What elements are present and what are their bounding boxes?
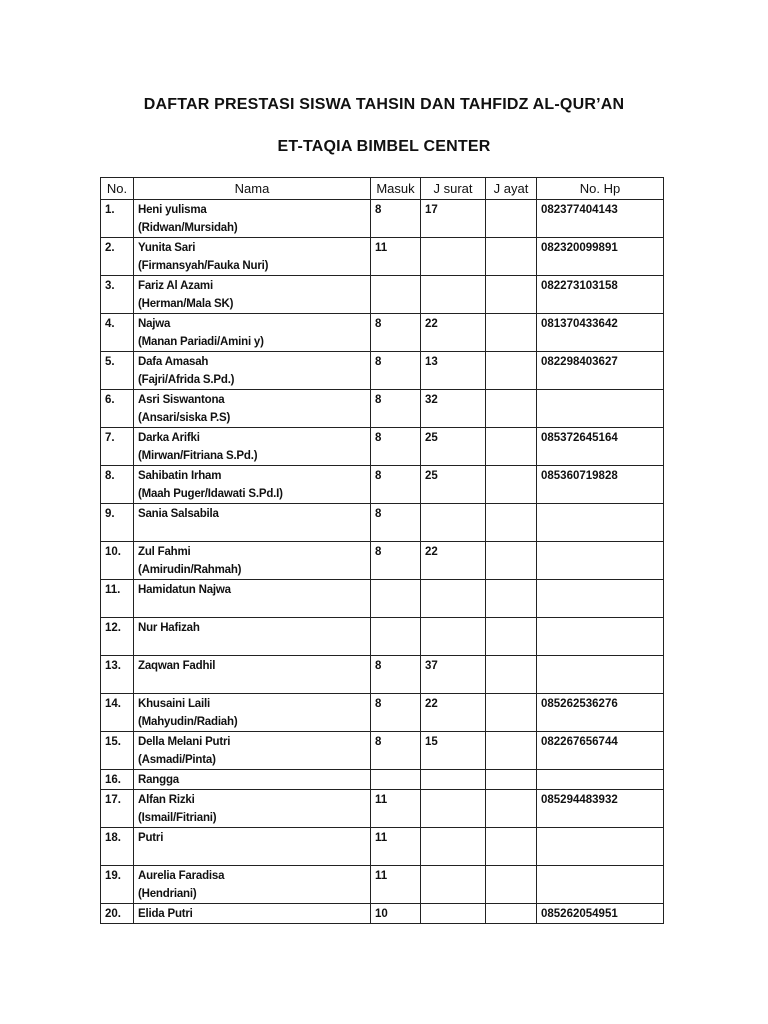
student-parents: (Amirudin/Rahmah) <box>138 564 242 576</box>
row-number: 11. <box>101 580 134 618</box>
row-number: 18. <box>101 828 134 866</box>
jayat-cell <box>486 276 537 314</box>
header-masuk: Masuk <box>371 178 421 200</box>
jayat-cell <box>486 542 537 580</box>
student-name: Najwa <box>138 318 171 330</box>
jayat-cell <box>486 504 537 542</box>
student-cell <box>134 390 371 428</box>
student-name: Khusaini Laili <box>138 698 210 710</box>
student-parents: (Asmadi/Pinta) <box>138 754 216 766</box>
page-subtitle: ET-TAQIA BIMBEL CENTER <box>277 138 491 155</box>
jsurat-cell <box>421 238 486 276</box>
phone-cell <box>537 770 664 790</box>
student-cell <box>134 828 371 866</box>
row-number: 3. <box>101 276 134 314</box>
student-name: Rangga <box>138 774 179 786</box>
student-name: Aurelia Faradisa <box>138 870 225 882</box>
student-parents: (Mirwan/Fitriana S.Pd.) <box>138 450 258 462</box>
student-parents: (Herman/Mala SK) <box>138 298 234 310</box>
jayat-cell <box>486 790 537 828</box>
jayat-cell <box>486 352 537 390</box>
student-cell <box>134 542 371 580</box>
student-achievement-table <box>100 177 664 924</box>
student-cell <box>134 200 371 238</box>
table-row <box>101 390 664 428</box>
table-row <box>101 790 664 828</box>
table-row <box>101 466 664 504</box>
row-number: 7. <box>101 428 134 466</box>
masuk-cell <box>371 276 421 314</box>
jsurat-cell: 22 <box>421 694 486 732</box>
masuk-cell: 8 <box>371 542 421 580</box>
table-row <box>101 770 664 790</box>
row-number: 9. <box>101 504 134 542</box>
phone-cell <box>537 390 664 428</box>
student-cell <box>134 352 371 390</box>
phone-cell: 082267656744 <box>537 732 664 770</box>
row-number: 17. <box>101 790 134 828</box>
jayat-cell <box>486 390 537 428</box>
student-name: Putri <box>138 832 164 844</box>
jsurat-cell <box>421 790 486 828</box>
jsurat-cell <box>421 866 486 904</box>
jayat-cell <box>486 656 537 694</box>
jsurat-cell <box>421 904 486 924</box>
phone-cell: 085262536276 <box>537 694 664 732</box>
row-number: 14. <box>101 694 134 732</box>
student-cell <box>134 618 371 656</box>
masuk-cell: 8 <box>371 428 421 466</box>
student-cell <box>134 732 371 770</box>
jsurat-cell: 22 <box>421 542 486 580</box>
header-hp: No. Hp <box>537 178 664 200</box>
phone-cell: 085372645164 <box>537 428 664 466</box>
jayat-cell <box>486 904 537 924</box>
student-parents: (Fajri/Afrida S.Pd.) <box>138 374 235 386</box>
student-name: Sahibatin Irham <box>138 470 222 482</box>
phone-cell <box>537 618 664 656</box>
jsurat-cell: 37 <box>421 656 486 694</box>
jsurat-cell: 25 <box>421 428 486 466</box>
row-number: 4. <box>101 314 134 352</box>
student-parents: (Maah Puger/Idawati S.Pd.I) <box>138 488 283 500</box>
student-name: Dafa Amasah <box>138 356 209 368</box>
phone-cell: 082320099891 <box>537 238 664 276</box>
student-parents: (Ansari/siska P.S) <box>138 412 231 424</box>
masuk-cell: 11 <box>371 866 421 904</box>
row-number: 5. <box>101 352 134 390</box>
header-nama: Nama <box>134 178 371 200</box>
jayat-cell <box>486 828 537 866</box>
row-number: 13. <box>101 656 134 694</box>
jayat-cell <box>486 428 537 466</box>
masuk-cell: 8 <box>371 656 421 694</box>
student-cell <box>134 656 371 694</box>
masuk-cell: 11 <box>371 828 421 866</box>
table-row <box>101 504 664 542</box>
student-parents: (Manan Pariadi/Amini y) <box>138 336 264 348</box>
student-name: Della Melani Putri <box>138 736 231 748</box>
page-title: DAFTAR PRESTASI SISWA TAHSIN DAN TAHFIDZ AL-QUR’AN <box>143 96 625 113</box>
phone-cell: 085294483932 <box>537 790 664 828</box>
phone-cell: 082298403627 <box>537 352 664 390</box>
masuk-cell: 11 <box>371 790 421 828</box>
student-cell <box>134 866 371 904</box>
jayat-cell <box>486 200 537 238</box>
student-cell <box>134 580 371 618</box>
jsurat-cell: 13 <box>421 352 486 390</box>
table-row <box>101 276 664 314</box>
student-cell <box>134 904 371 924</box>
jsurat-cell <box>421 828 486 866</box>
phone-cell: 082273103158 <box>537 276 664 314</box>
student-name: Elida Putri <box>138 908 193 920</box>
student-name: Sania Salsabila <box>138 508 219 520</box>
jsurat-cell <box>421 770 486 790</box>
table-row <box>101 694 664 732</box>
jayat-cell <box>486 732 537 770</box>
jayat-cell <box>486 866 537 904</box>
jsurat-cell: 32 <box>421 390 486 428</box>
student-parents: (Hendriani) <box>138 888 197 900</box>
header-jsurat: J surat <box>421 178 486 200</box>
student-cell <box>134 238 371 276</box>
table-row <box>101 828 664 866</box>
jayat-cell <box>486 238 537 276</box>
row-number: 6. <box>101 390 134 428</box>
table-row <box>101 732 664 770</box>
row-number: 15. <box>101 732 134 770</box>
student-parents: (Ridwan/Mursidah) <box>138 222 238 234</box>
phone-cell <box>537 656 664 694</box>
masuk-cell <box>371 618 421 656</box>
masuk-cell <box>371 770 421 790</box>
jayat-cell <box>486 694 537 732</box>
jsurat-cell <box>421 618 486 656</box>
row-number: 10. <box>101 542 134 580</box>
row-number: 1. <box>101 200 134 238</box>
header-no: No. <box>101 178 134 200</box>
phone-cell <box>537 542 664 580</box>
jayat-cell <box>486 580 537 618</box>
student-name: Nur Hafizah <box>138 622 200 634</box>
jayat-cell <box>486 618 537 656</box>
phone-cell <box>537 828 664 866</box>
table-row <box>101 618 664 656</box>
phone-cell <box>537 866 664 904</box>
table-row <box>101 656 664 694</box>
masuk-cell: 10 <box>371 904 421 924</box>
table-row <box>101 238 664 276</box>
masuk-cell: 8 <box>371 732 421 770</box>
student-cell <box>134 276 371 314</box>
masuk-cell: 8 <box>371 390 421 428</box>
row-number: 20. <box>101 904 134 924</box>
table-row <box>101 428 664 466</box>
student-name: Zaqwan Fadhil <box>138 660 216 672</box>
row-number: 19. <box>101 866 134 904</box>
student-cell <box>134 770 371 790</box>
student-parents: (Ismail/Fitriani) <box>138 812 217 824</box>
jsurat-cell: 25 <box>421 466 486 504</box>
table-row <box>101 314 664 352</box>
phone-cell: 082377404143 <box>537 200 664 238</box>
phone-cell <box>537 580 664 618</box>
masuk-cell: 8 <box>371 200 421 238</box>
masuk-cell: 8 <box>371 694 421 732</box>
jsurat-cell: 17 <box>421 200 486 238</box>
table-row <box>101 200 664 238</box>
student-cell <box>134 694 371 732</box>
student-cell <box>134 466 371 504</box>
masuk-cell: 8 <box>371 466 421 504</box>
phone-cell: 085360719828 <box>537 466 664 504</box>
phone-cell: 085262054951 <box>537 904 664 924</box>
phone-cell <box>537 504 664 542</box>
table-row <box>101 542 664 580</box>
student-cell <box>134 428 371 466</box>
jayat-cell <box>486 314 537 352</box>
masuk-cell <box>371 580 421 618</box>
jayat-cell <box>486 770 537 790</box>
table-row <box>101 352 664 390</box>
student-cell <box>134 504 371 542</box>
jsurat-cell <box>421 504 486 542</box>
student-name: Alfan Rizki <box>138 794 195 806</box>
row-number: 2. <box>101 238 134 276</box>
student-cell <box>134 314 371 352</box>
student-name: Heni yulisma <box>138 204 207 216</box>
student-name: Asri Siswantona <box>138 394 225 406</box>
student-name: Yunita Sari <box>138 242 196 254</box>
masuk-cell: 8 <box>371 314 421 352</box>
row-number: 16. <box>101 770 134 790</box>
jsurat-cell: 22 <box>421 314 486 352</box>
jsurat-cell <box>421 580 486 618</box>
table-header-row <box>101 178 664 200</box>
masuk-cell: 8 <box>371 352 421 390</box>
row-number: 8. <box>101 466 134 504</box>
student-cell <box>134 790 371 828</box>
student-name: Fariz Al Azami <box>138 280 213 292</box>
table-row <box>101 866 664 904</box>
row-number: 12. <box>101 618 134 656</box>
masuk-cell: 11 <box>371 238 421 276</box>
jsurat-cell <box>421 276 486 314</box>
table-row <box>101 904 664 924</box>
phone-cell: 081370433642 <box>537 314 664 352</box>
table-row <box>101 580 664 618</box>
masuk-cell: 8 <box>371 504 421 542</box>
jsurat-cell: 15 <box>421 732 486 770</box>
student-parents: (Firmansyah/Fauka Nuri) <box>138 260 269 272</box>
student-name: Darka Arifki <box>138 432 200 444</box>
student-parents: (Mahyudin/Radiah) <box>138 716 238 728</box>
header-jayat: J ayat <box>486 178 537 200</box>
student-name: Hamidatun Najwa <box>138 584 231 596</box>
student-name: Zul Fahmi <box>138 546 191 558</box>
jayat-cell <box>486 466 537 504</box>
